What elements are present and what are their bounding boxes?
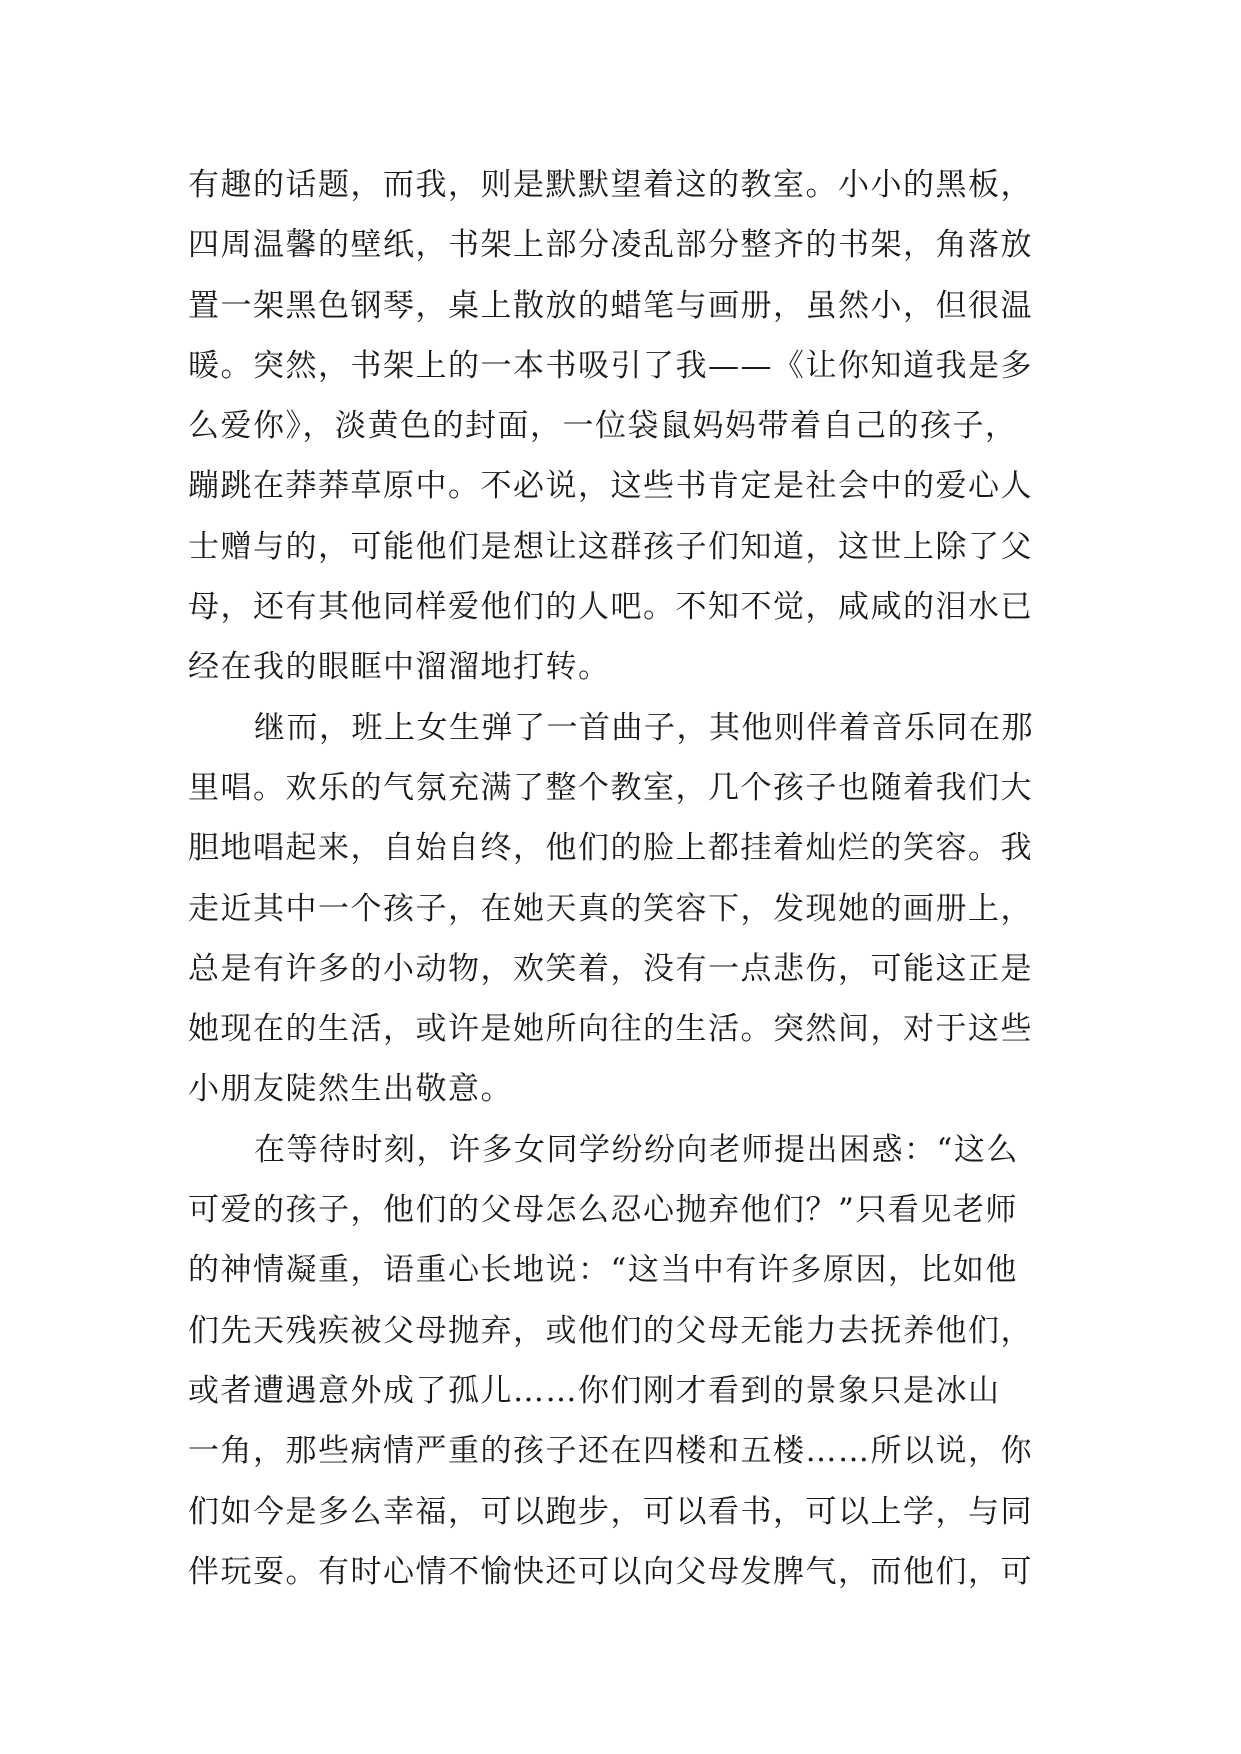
text-line: 可爱的孩子，他们的父母怎么忍心抛弃他们？”只看见老师	[188, 1192, 1018, 1229]
text-line: 置一架黑色钢琴，桌上散放的蜡笔与画册，虽然小，但很温	[188, 287, 1033, 324]
text-line: 或者遭遇意外成了孤儿……你们刚才看到的景象只是冰山	[188, 1372, 1001, 1409]
text-line: 里唱。欢乐的气氛充满了整个教室，几个孩子也随着我们大	[188, 769, 1033, 806]
text-line: 在等待时刻，许多女同学纷纷向老师提出困惑：“这么	[254, 1131, 1019, 1168]
text-line: 胆地唱起来，自始自终，他们的脸上都挂着灿烂的笑容。我	[188, 830, 1033, 867]
text-line: 伴玩耍。有时心情不愉快还可以向父母发脾气，而他们，可	[188, 1553, 1033, 1590]
text-line: 母，还有其他同样爱他们的人吧。不知不觉，咸咸的泪水已	[188, 589, 1033, 626]
text-line: 有趣的话题，而我，则是默默望着这的教室。小小的黑板，	[188, 167, 1033, 203]
text-line: 继而，班上女生弹了一首曲子，其他则伴着音乐同在那	[254, 709, 1034, 746]
text-line: 小朋友陡然生出敬意。	[188, 1071, 513, 1108]
text-line: 士赠与的，可能他们是想让这群孩子们知道，这世上除了父	[188, 528, 1033, 565]
paragraph	[188, 706, 1068, 1128]
text-line: 们如今是多么幸福，可以跑步，可以看书，可以上学，与同	[188, 1493, 1033, 1530]
text-line: 么爱你》，淡黄色的封面，一位袋鼠妈妈带着自己的孩子，	[188, 408, 1018, 445]
body-text	[188, 163, 1068, 1610]
text-line: 走近其中一个孩子，在她天真的笑容下，发现她的画册上，	[188, 890, 1033, 927]
text-line: 经在我的眼眶中溜溜地打转。	[188, 649, 611, 686]
text-line: 总是有许多的小动物，欢笑着，没有一点悲伤，可能这正是	[188, 950, 1033, 987]
text-line: 四周温馨的壁纸，书架上部分凌乱部分整齐的书架，角落放	[188, 227, 1033, 264]
text-line: 一角，那些病情严重的孩子还在四楼和五楼……所以说，你	[188, 1433, 1033, 1470]
text-line: 们先天残疾被父母抛弃，或他们的父母无能力去抚养他们，	[188, 1312, 1033, 1349]
paragraph	[188, 1128, 1068, 1610]
paragraph	[188, 163, 1068, 706]
text-line: 她现在的生活，或许是她所向往的生活。突然间，对于这些	[188, 1011, 1033, 1048]
text-line: 的神情凝重，语重心长地说：“这当中有许多原因，比如他	[188, 1252, 1018, 1289]
text-line: 暖。突然，书架上的一本书吸引了我——《让你知道我是多	[188, 347, 1033, 384]
text-line: 蹦跳在莽莽草原中。不必说，这些书肯定是社会中的爱心人	[188, 468, 1033, 505]
